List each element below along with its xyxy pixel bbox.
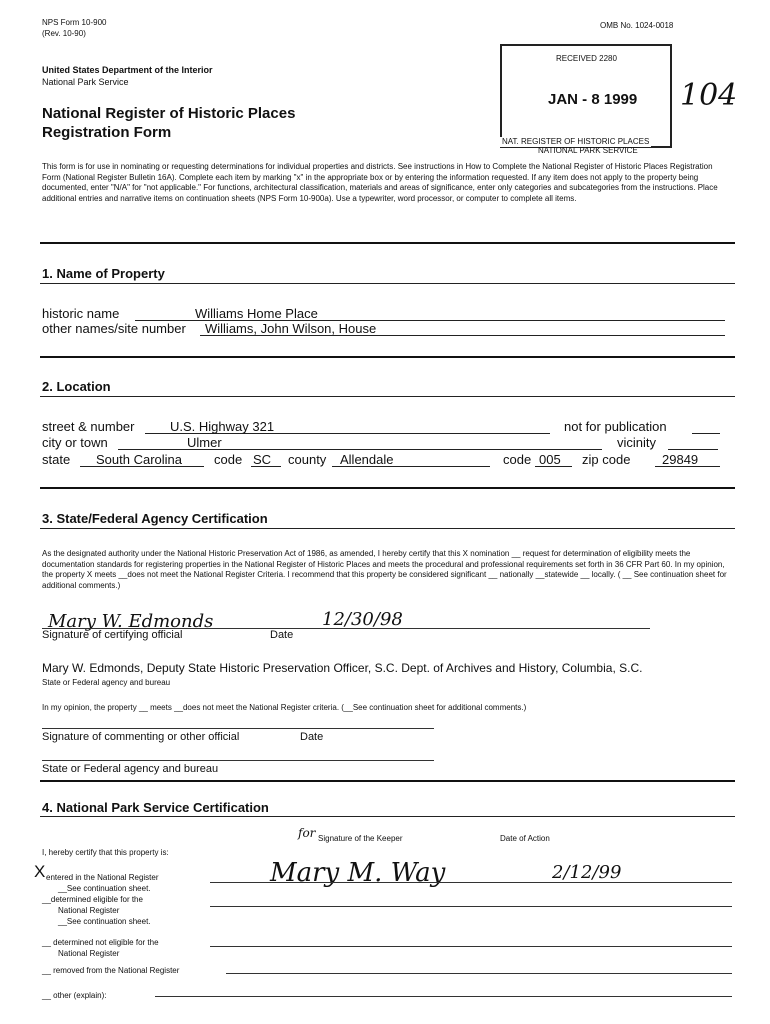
section2-rule <box>40 396 735 397</box>
certifying-signature-label: Signature of certifying official <box>42 629 183 641</box>
section3-rule <box>40 528 735 529</box>
commenting-agency-label: State or Federal agency and bureau <box>42 763 219 775</box>
option-entered: entered in the National Register <box>46 873 159 882</box>
section1-heading: 1. Name of Property <box>42 266 165 281</box>
historic-name-label: historic name <box>42 306 120 321</box>
keeper-line-other[interactable] <box>155 996 732 997</box>
commenting-agency-line[interactable] <box>42 760 434 761</box>
certify-text: I, hereby certify that this property is: <box>42 848 169 857</box>
option-eligible-register: National Register <box>58 906 120 915</box>
form-revision: (Rev. 10-90) <box>42 29 86 38</box>
omb-number: OMB No. 1024-0018 <box>600 21 674 30</box>
county-code-label: code <box>503 452 532 467</box>
other-names-value[interactable]: Williams, John Wilson, House <box>205 321 377 336</box>
option-eligible-continuation: __See continuation sheet. <box>58 917 151 926</box>
keeper-line-removed[interactable] <box>226 973 732 974</box>
keeper-label: Signature of the Keeper <box>318 834 403 843</box>
historic-name-value[interactable]: Williams Home Place <box>195 306 318 321</box>
divider <box>40 780 735 782</box>
option-not-eligible-register: National Register <box>58 949 120 958</box>
state-code-value[interactable]: SC <box>253 452 272 467</box>
option-eligible: __determined eligible for the <box>42 895 143 904</box>
state-value[interactable]: South Carolina <box>96 452 182 467</box>
section4-heading: 4. National Park Service Certification <box>42 800 269 815</box>
divider <box>40 242 735 244</box>
certifying-signature: Mary W. Edmonds <box>48 611 214 632</box>
other-names-label: other names/site number <box>42 321 186 336</box>
vicinity-label: vicinity <box>617 435 657 450</box>
option-removed: __ removed from the National Register <box>42 966 180 975</box>
action-date-label: Date of Action <box>500 834 550 843</box>
section1-rule <box>40 283 735 284</box>
form-title: National Register of Historic Places <box>42 105 296 122</box>
department-name: United States Department of the Interior <box>42 65 213 75</box>
entered-check-mark[interactable]: X <box>34 862 46 881</box>
vicinity-line[interactable] <box>668 449 718 450</box>
option-entered-continuation: __See continuation sheet. <box>58 884 151 893</box>
state-label: state <box>42 452 71 467</box>
stamp-received: RECEIVED 2280 <box>556 54 617 63</box>
form-instructions: This form is for use in nominating or requesting determinations for individual properties and districts. See instructions in How to Complete the National Register of Historic Places Registration Form (National Register Bulletin 16A). Complete each item by marking "x" in the appropriate box or by entering the information requested. If any item does not apply to the property being documented, enter "N/A" for "not applicable." For functions, architectural classification, materials and areas of significance, enter only categories and subcategories from the instructions. Place additional entries and narrative items on continuation sheets (NPS Form 10-900a). Use a typewriter, word processor, or computer to complete all items. <box>42 162 718 203</box>
street-value[interactable]: U.S. Highway 321 <box>170 419 275 434</box>
form-number: NPS Form 10-900 <box>42 18 107 27</box>
certifying-date-label: Date <box>270 629 294 641</box>
county-code-value[interactable]: 005 <box>539 452 561 467</box>
not-for-publication-line[interactable] <box>692 433 720 434</box>
option-not-eligible: __ determined not eligible for the <box>42 938 159 947</box>
keeper-line-eligible[interactable] <box>210 906 732 907</box>
state-code-label: code <box>214 452 243 467</box>
street-label: street & number <box>42 419 135 434</box>
keeper-line-entered[interactable] <box>210 882 732 883</box>
stamp-date: JAN - 8 1999 <box>548 91 638 108</box>
keeper-prefix: for <box>298 826 316 840</box>
commenting-date-label: Date <box>300 731 324 743</box>
certifying-date-value: 12/30/98 <box>322 609 403 630</box>
divider <box>40 356 735 358</box>
service-name: National Park Service <box>42 77 129 87</box>
not-for-publication-label: not for publication <box>564 419 667 434</box>
received-stamp <box>500 44 672 148</box>
certifying-agency-label: State or Federal agency and bureau <box>42 678 171 687</box>
city-value[interactable]: Ulmer <box>187 435 222 450</box>
section3-heading: 3. State/Federal Agency Certification <box>42 511 268 526</box>
zip-value[interactable]: 29849 <box>662 452 699 467</box>
zip-label: zip code <box>582 452 631 467</box>
city-label: city or town <box>42 435 108 450</box>
section2-heading: 2. Location <box>42 379 111 394</box>
county-label: county <box>288 452 327 467</box>
keeper-line-not-eligible[interactable] <box>210 946 732 947</box>
divider <box>40 487 735 489</box>
commenting-signature-label: Signature of commenting or other official <box>42 731 240 743</box>
option-other: __ other (explain): <box>42 991 107 1000</box>
opinion-text: In my opinion, the property __ meets __does not meet the National Register criteria. (__See continuation sheet for additional comments.) <box>42 703 527 712</box>
action-date-value: 2/12/99 <box>552 862 622 883</box>
form-subtitle: Registration Form <box>42 124 172 141</box>
commenting-signature-line[interactable] <box>42 728 434 729</box>
stamp-register: NAT. REGISTER OF HISTORIC PLACES <box>502 137 650 146</box>
certifying-official-title: Mary W. Edmonds, Deputy State Historic Preservation Officer, S.C. Dept. of Archives and History, Columbia, S.C. <box>42 661 643 675</box>
stamp-service: NATIONAL PARK SERVICE <box>538 146 638 155</box>
margin-note: 104 <box>680 78 738 113</box>
county-value[interactable]: Allendale <box>340 452 394 467</box>
keeper-signature: Mary M. Way <box>270 858 446 888</box>
certification-text: As the designated authority under the National Historic Preservation Act of 1986, as amended, I hereby certify that this X nomination __ request for determination of eligibility meets the documentation standards for registering properties in the National Register of Historic Places and meets the procedural and professional requirements set forth in 36 CFR Part 60. In my opinion, the property X meets __does not meet the National Register Criteria. I recommend that this property be considered significant __ nationally __statewide __ locally. ( __ See continuation sheet for additional comments.) <box>42 549 727 590</box>
section4-rule <box>40 816 735 817</box>
